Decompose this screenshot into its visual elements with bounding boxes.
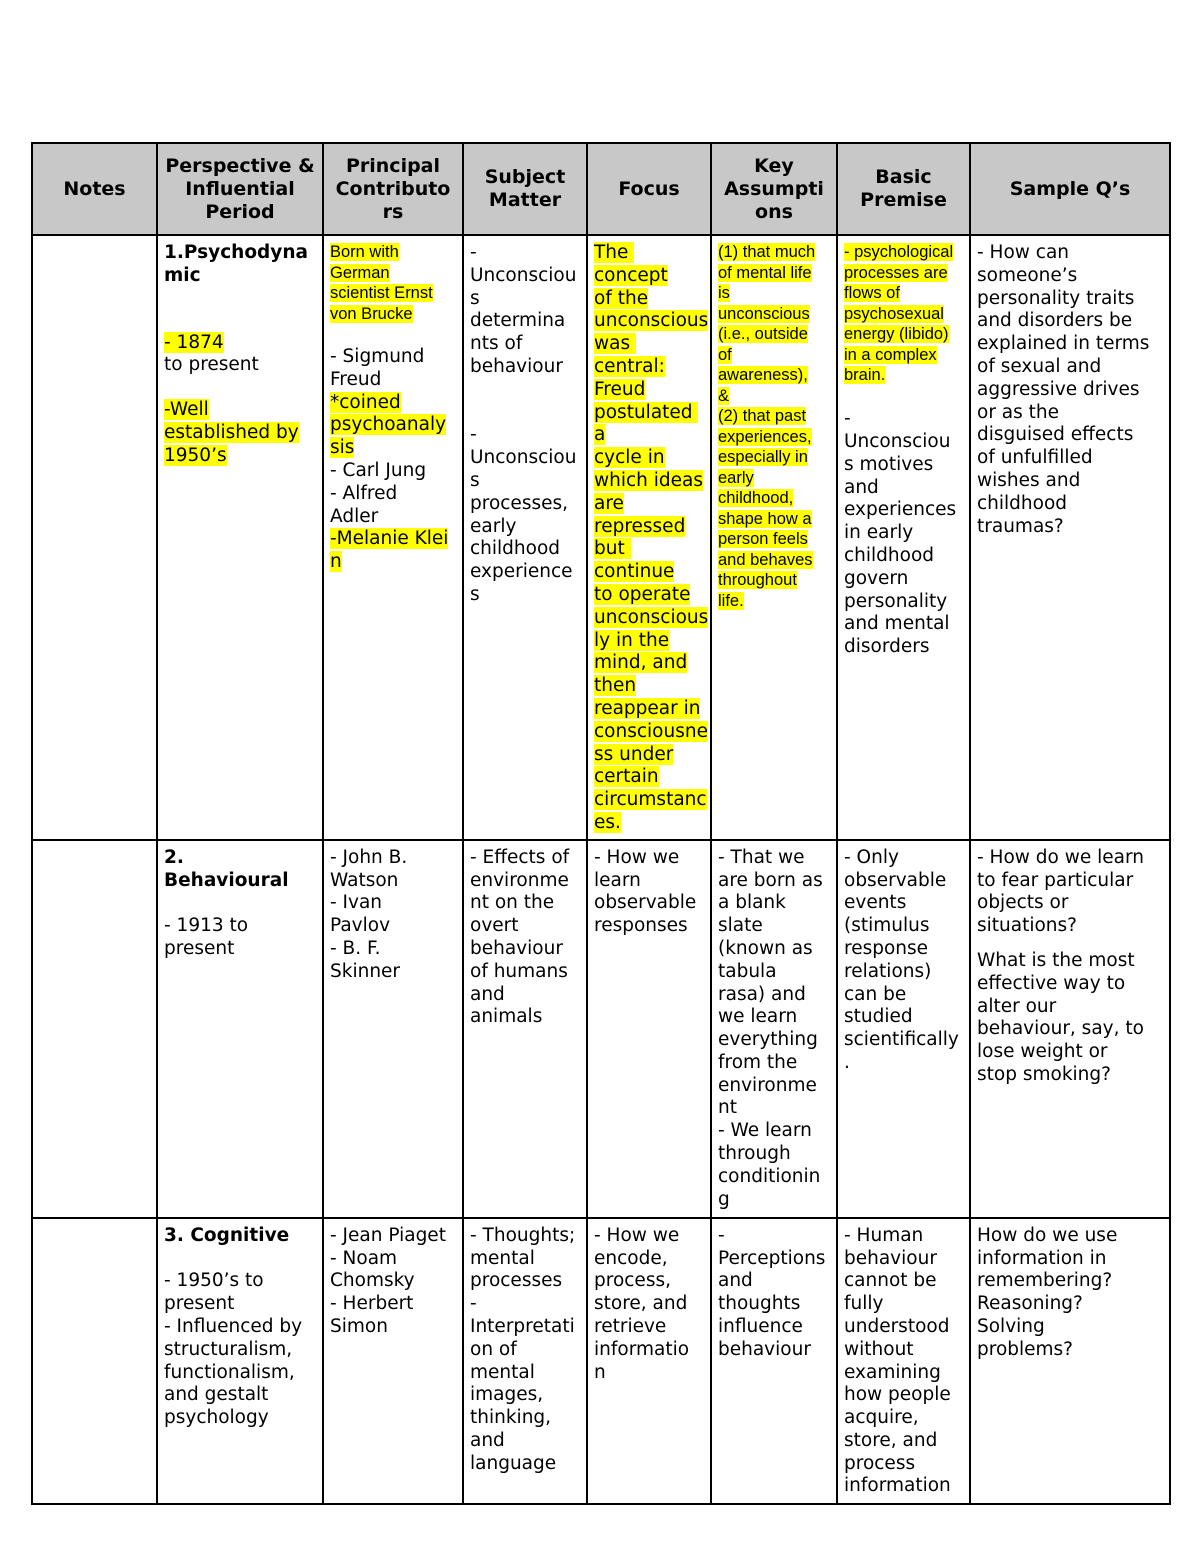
text-line: slate	[718, 915, 763, 937]
text-line: observable	[594, 892, 697, 914]
text-line: encode,	[594, 1247, 668, 1269]
text-line: remembering?	[977, 1270, 1113, 1292]
text-line: mental	[470, 1361, 535, 1383]
text-line: &	[718, 386, 730, 405]
text-line	[164, 1248, 317, 1271]
text-line: - Effects of	[470, 846, 570, 868]
text-line: unconscious	[594, 310, 709, 332]
text-line: present	[164, 1293, 235, 1315]
text-line: and	[844, 476, 879, 498]
text-line: - Ivan	[330, 892, 383, 914]
perspective-title	[164, 847, 317, 893]
text-line: through	[718, 1143, 791, 1165]
text-line: informatio	[594, 1338, 690, 1360]
table-row-cognitive	[32, 1218, 1170, 1504]
text-line: Premise	[860, 189, 947, 211]
text-line: Behavioural	[164, 869, 289, 891]
sample-question-a	[977, 847, 1164, 938]
focus-cell	[587, 840, 711, 1218]
text-line: can be	[844, 983, 907, 1005]
text-line: in early	[844, 522, 914, 544]
text-line: and	[718, 1270, 753, 1292]
text-line: problems?	[977, 1338, 1074, 1360]
text-line: environme	[470, 869, 569, 891]
text-line: fully	[844, 1293, 884, 1315]
text-line: environme	[718, 1074, 817, 1096]
text-line: nts of	[470, 333, 523, 355]
table-row-behavioural	[32, 840, 1170, 1218]
text-line: disorders	[844, 636, 930, 658]
text-line: structuralism,	[164, 1338, 293, 1360]
perspective-cell	[157, 235, 323, 840]
text-line: circumstanc	[594, 789, 707, 811]
text-line: Freud	[330, 368, 382, 390]
text-line: Influential	[185, 177, 295, 200]
text-line: early	[470, 515, 517, 537]
text-line: - 1913 to	[164, 915, 249, 937]
notes-cell	[32, 840, 157, 1218]
text-line: personality traits	[977, 287, 1135, 309]
text-line: German	[330, 263, 390, 282]
text-line: 1950’s	[164, 444, 227, 466]
text-line: - Noam	[330, 1247, 398, 1269]
perspective-title	[164, 242, 317, 288]
text-line: Simon	[330, 1315, 388, 1337]
text-line: experiences,	[718, 427, 812, 446]
text-line: process,	[594, 1270, 671, 1292]
text-line: mic	[164, 264, 201, 286]
text-line: - Thoughts;	[470, 1224, 576, 1246]
text-line: consciousne	[594, 720, 708, 742]
subject-cell	[463, 840, 587, 1218]
text-line: conditionin	[718, 1165, 821, 1187]
text-line: childhood	[977, 492, 1068, 514]
text-line: unconscious	[718, 304, 810, 323]
text-line: and mental	[844, 613, 950, 635]
header-basic-premise	[837, 143, 970, 235]
text-line	[470, 402, 581, 425]
text-line: and disorders be	[977, 310, 1133, 332]
text-line: behaviour	[470, 355, 563, 377]
text-line: unconscious	[594, 606, 709, 628]
text-line: sis	[330, 437, 355, 459]
text-line: - How we	[594, 1224, 680, 1246]
sample-questions-cell	[970, 1218, 1170, 1504]
text-line: disguised effects	[977, 424, 1134, 446]
text-line: mind, and	[594, 652, 688, 674]
text-line: (i.e., outside	[718, 325, 808, 343]
contributors-coined	[330, 392, 457, 460]
text-line: thinking,	[470, 1407, 552, 1429]
text-line: -Well	[164, 399, 209, 421]
text-line: in a complex	[844, 345, 937, 364]
text-line: personality	[844, 590, 948, 612]
text-line: store, and	[844, 1429, 938, 1451]
text-line: Skinner	[330, 960, 401, 982]
text-line: but continue	[594, 538, 675, 583]
text-line: or as the	[977, 401, 1060, 423]
text-line: retrieve	[594, 1315, 667, 1337]
text-line: psychosexual	[844, 304, 944, 323]
text-line: Key	[754, 154, 794, 177]
text-line: Basic	[875, 166, 932, 188]
text-line: alter our	[977, 995, 1057, 1017]
text-line: process	[844, 1452, 916, 1474]
text-line: behaviour	[844, 1247, 937, 1269]
text-line: s	[470, 287, 480, 309]
text-line: without	[844, 1338, 914, 1360]
text-line: are born as	[718, 869, 823, 891]
text-line: govern	[844, 567, 909, 589]
text-line: cannot be	[844, 1270, 937, 1292]
text-line: events	[844, 892, 907, 914]
text-line: traumas?	[977, 515, 1064, 537]
text-line: flows of	[844, 284, 900, 302]
contributors-cell	[323, 840, 463, 1218]
text-line: and behaves	[718, 550, 813, 569]
text-line: postulated a	[594, 401, 699, 446]
sample-questions-cell	[970, 235, 1170, 840]
assumptions-cell	[711, 1218, 837, 1504]
text-line: Assumpti	[724, 177, 824, 200]
text-line: Unconsciou	[844, 431, 951, 453]
text-line: overt	[470, 915, 519, 937]
text-line: effective way to	[977, 972, 1126, 994]
text-line: images,	[470, 1384, 544, 1406]
text-line: ss under	[594, 743, 674, 765]
text-line: which ideas	[594, 469, 704, 491]
contributors-cell	[323, 235, 463, 840]
text-line: - We learn	[718, 1120, 812, 1142]
text-line: of mental life	[718, 263, 812, 282]
text-line: - Sigmund	[330, 346, 425, 367]
text-line: brain.	[844, 366, 886, 384]
text-line: Chomsky	[330, 1270, 415, 1292]
table-row-psychodynamic	[32, 235, 1170, 840]
text-line: Period	[205, 200, 275, 223]
text-line: a blank	[718, 892, 786, 914]
text-line: *coined	[330, 391, 401, 413]
focus-cell	[587, 235, 711, 840]
contributors-names-more	[330, 460, 457, 528]
text-line: reappear in	[594, 697, 701, 719]
text-line: Born with	[330, 243, 399, 261]
period-text	[164, 1248, 317, 1430]
text-line: childhood	[844, 545, 935, 567]
notes-cell	[32, 235, 157, 840]
text-line: mental	[470, 1247, 535, 1269]
text-line: to fear particular	[977, 869, 1134, 891]
text-line: - Jean Piaget	[330, 1224, 446, 1246]
contributors-klein	[330, 528, 457, 574]
contributors-intro	[330, 242, 457, 324]
text-line: animals	[470, 1006, 543, 1028]
text-line: early	[718, 468, 754, 487]
text-line: Matter	[488, 189, 562, 211]
text-line: Focus	[618, 177, 680, 200]
text-line: thoughts	[718, 1293, 801, 1315]
text-line: es.	[594, 811, 621, 833]
text-line: g	[718, 1188, 730, 1210]
text-line: throughout	[718, 571, 797, 589]
premise-cell	[837, 840, 970, 1218]
text-line: functionalism,	[164, 1361, 295, 1383]
header-row	[32, 143, 1170, 235]
text-line: especially in	[718, 448, 808, 466]
header-focus	[587, 143, 711, 235]
text-line: relations)	[844, 960, 932, 982]
sample-question-b	[977, 950, 1164, 1087]
text-line: information in	[977, 1247, 1107, 1269]
text-line: influence	[718, 1315, 803, 1337]
header-sample-questions	[970, 143, 1170, 235]
text-line: are	[594, 492, 624, 514]
text-line: awareness),	[718, 366, 808, 384]
text-line: - How we	[594, 846, 680, 868]
text-line: lose weight or	[977, 1041, 1108, 1063]
text-line: Solving	[977, 1315, 1045, 1337]
text-line: shape how a	[718, 509, 812, 528]
text-line: - Alfred	[330, 482, 398, 504]
text-line: von Brucke	[330, 304, 413, 323]
text-line: - Influenced by	[164, 1315, 303, 1337]
text-line: Adler	[330, 505, 379, 527]
text-line: energy (libido)	[844, 325, 949, 343]
perspective-title	[164, 1225, 317, 1248]
text-line: and	[470, 1429, 505, 1451]
text-line: and gestalt	[164, 1384, 269, 1406]
text-line: Unconsciou	[470, 264, 577, 286]
text-line: s	[470, 583, 480, 605]
text-line: everything	[718, 1029, 818, 1051]
text-line: -	[470, 242, 477, 263]
text-line: Perceptions	[718, 1247, 826, 1269]
text-line: life.	[718, 591, 744, 610]
text-line: childhood	[470, 538, 561, 560]
text-line: s	[470, 469, 480, 491]
text-line: (1) that much	[718, 243, 816, 261]
text-line: situations?	[977, 915, 1077, 937]
text-line: psychology	[164, 1407, 269, 1429]
text-line: 1.Psychodyna	[164, 242, 309, 263]
text-line: wishes and	[977, 469, 1081, 491]
text-line: behaviour	[470, 937, 563, 959]
text-line: s motives	[844, 453, 934, 475]
perspective-cell	[157, 840, 323, 1218]
text-line: tabula	[718, 960, 777, 982]
period-text	[164, 892, 317, 960]
text-line: - psychological	[844, 243, 954, 261]
text-line: - John B.	[330, 846, 408, 868]
perspective-cell	[157, 1218, 323, 1504]
text-line: aggressive drives	[977, 378, 1140, 400]
period-end: to present	[164, 354, 259, 376]
header-key-assumptions	[711, 143, 837, 235]
text-line: - Human	[844, 1224, 924, 1246]
text-line: childhood,	[718, 489, 794, 507]
text-line: rs	[382, 200, 404, 223]
text-line: Freud	[594, 378, 646, 400]
text-line: - Herbert	[330, 1293, 414, 1315]
text-line: What is the most	[977, 949, 1135, 971]
text-line: observable	[844, 869, 947, 891]
notes-cell	[32, 1218, 157, 1504]
premise-cell	[837, 1218, 970, 1504]
text-line: The concept	[594, 242, 668, 286]
text-line: - Carl Jung	[330, 459, 427, 481]
text-line: Reasoning?	[977, 1293, 1083, 1315]
focus-cell	[587, 1218, 711, 1504]
text-line: cycle in	[594, 447, 665, 469]
text-line: behaviour	[718, 1338, 811, 1360]
period-note	[164, 399, 317, 467]
text-line: experience	[470, 561, 573, 583]
text-line: Subject	[484, 166, 566, 188]
text-line: repressed	[594, 515, 686, 537]
text-line: processes,	[470, 492, 568, 514]
text-line: how people	[844, 1384, 951, 1406]
text-line: language	[470, 1452, 557, 1474]
text-line: -	[844, 408, 851, 430]
text-line: responses	[594, 915, 688, 937]
text-line: n	[330, 551, 342, 573]
text-line: of humans	[470, 960, 568, 982]
text-line: (2) that past	[718, 407, 807, 425]
text-line: 2.	[164, 846, 184, 868]
text-line: is	[718, 284, 730, 302]
text-line: determina	[470, 310, 566, 332]
contributors-cell	[323, 1218, 463, 1504]
text-line: we learn	[718, 1006, 798, 1028]
text-line: rasa) and	[718, 983, 806, 1005]
perspectives-table	[31, 142, 1171, 1505]
text-line: scientist Ernst	[330, 284, 433, 302]
text-line: of sexual and	[977, 355, 1102, 377]
text-line: Notes	[63, 177, 126, 200]
text-line: ons	[755, 200, 793, 223]
text-line: Perspective &	[165, 154, 315, 177]
text-line: from the	[718, 1051, 798, 1073]
text-line: experiences	[844, 499, 957, 521]
period-start: - 1874	[164, 331, 224, 353]
text-line: certain	[594, 766, 659, 788]
text-line: response	[844, 937, 929, 959]
header-perspective	[157, 143, 323, 235]
text-line: .	[844, 1051, 850, 1073]
text-line: established by	[164, 421, 299, 443]
text-line: -Melanie Klei	[330, 528, 449, 550]
text-line: Interpretati	[470, 1315, 575, 1337]
header-contributors	[323, 143, 463, 235]
text-line: of unfulfilled	[977, 447, 1093, 469]
subject-cell	[463, 235, 587, 840]
sample-questions-cell	[970, 840, 1170, 1218]
text-line: - That we	[718, 846, 805, 868]
text-line: to operate	[594, 583, 691, 605]
text-line: Contributo	[335, 177, 451, 200]
text-line: store, and	[594, 1293, 688, 1315]
text-line: Watson	[330, 869, 399, 891]
text-line: explained in terms	[977, 333, 1150, 355]
text-line: of the	[594, 287, 649, 309]
text-line: person feels	[718, 530, 808, 548]
text-line: -	[470, 424, 477, 446]
text-line	[844, 386, 964, 409]
text-line: (stimulus	[844, 915, 930, 937]
text-line: 3. Cognitive	[164, 1224, 290, 1246]
text-line: (known as	[718, 937, 813, 959]
text-line: ly in the	[594, 629, 670, 651]
premise-highlight	[844, 242, 964, 386]
text-line: - How do we learn	[977, 846, 1144, 868]
text-line: Pavlov	[330, 915, 391, 937]
text-line: n	[594, 1361, 606, 1383]
text-line: information	[844, 1475, 951, 1497]
text-line: -	[470, 1293, 477, 1315]
text-line	[470, 379, 581, 402]
text-line: someone’s	[977, 264, 1078, 286]
text-line: and	[470, 983, 505, 1005]
text-line: How do we use	[977, 1224, 1118, 1246]
text-line: - Only	[844, 846, 899, 868]
text-line: was central:	[594, 333, 665, 377]
text-line: of	[718, 345, 732, 364]
assumptions-cell	[711, 840, 837, 1218]
text-line: Principal	[345, 154, 441, 177]
header-notes	[32, 143, 157, 235]
text-line: acquire,	[844, 1407, 919, 1429]
text-line: examining	[844, 1361, 941, 1383]
text-line: stop smoking?	[977, 1063, 1111, 1085]
text-line: psychoanaly	[330, 414, 447, 436]
text-line: present	[164, 937, 235, 959]
premise-text	[844, 386, 964, 660]
contributors-names	[330, 346, 457, 392]
text-line: learn	[594, 869, 641, 891]
text-line: studied	[844, 1006, 913, 1028]
text-line: scientifically	[844, 1029, 959, 1051]
text-line: nt	[718, 1097, 737, 1119]
text-line: objects or	[977, 892, 1069, 914]
text-line: Sample Q’s	[1009, 177, 1131, 200]
text-line: then	[594, 675, 637, 697]
text-line: behaviour, say, to	[977, 1018, 1144, 1040]
text-line: on of	[470, 1338, 517, 1360]
subject-cell	[463, 1218, 587, 1504]
text-line: nt on the	[470, 892, 555, 914]
text-line: - How can	[977, 242, 1070, 263]
text-line	[164, 892, 317, 915]
text-line: processes are	[844, 263, 948, 282]
premise-cell	[837, 235, 970, 840]
text-line: processes	[470, 1270, 563, 1292]
text-line: - B. F.	[330, 937, 381, 959]
text-line: understood	[844, 1315, 950, 1337]
text-line: - 1950’s to	[164, 1270, 264, 1292]
text-line: -	[718, 1224, 725, 1246]
header-subject-matter	[463, 143, 587, 235]
assumptions-cell	[711, 235, 837, 840]
text-line: Unconsciou	[470, 447, 577, 469]
